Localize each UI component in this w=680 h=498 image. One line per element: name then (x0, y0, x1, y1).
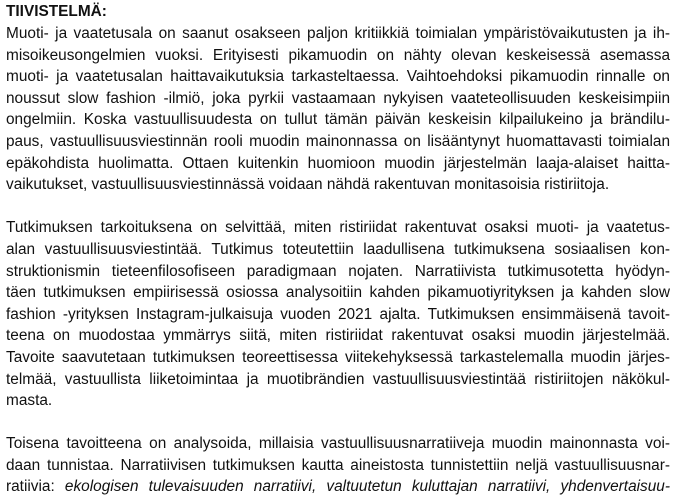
narrative-list-italic: ekologisen tulevaisuuden narratiivi, valtuutetun kuluttajan narratiivi, yhdenvertaisuu- (64, 478, 670, 496)
paragraph-line: struktionismin tieteenfilosofiseen paradigmaan nojaten. Narratiivista tutkimusotetta hyödyn- (6, 262, 670, 280)
paragraph-line: ongelmiin. Koska vastuullisuudesta on tullut tämän päivän keskeisin kilpailukeino ja brändilu- (6, 111, 670, 129)
paragraph-line-final (6, 476, 670, 498)
paragraph-line: noussut slow fashion -ilmiö, joka pyrkii vastaamaan nykyisen vaateteollisuuden keskeisimpiin (6, 89, 670, 107)
paragraph-1 (6, 23, 670, 196)
paragraph-line: Tutkimuksen tarkoituksena on selvittää, miten ristiriidat rakentuvat osaksi muoti- ja vaatetus- (6, 219, 670, 237)
paragraph-spacer (6, 196, 670, 218)
paragraph-line: fashion -yrityksen Instagram-julkaisuja vuoden 2021 ajalta. Tutkimuksen ensimmäisenä tavoit- (6, 305, 670, 323)
narrative-lead-text: ratiivia: (6, 478, 65, 496)
paragraph-2 (6, 217, 670, 411)
paragraph-line: vaikutukset, vastuullisuusviestinnässä voidaan nähdä rakentuvan monitasoisia ristiriitoja. (6, 176, 610, 194)
paragraph-line: muoti- ja vaatetusalan haittavaikutuksia tarkasteltaessa. Vaihtoehdoksi pikamuodin rinnalle on (6, 68, 670, 86)
paragraph-line: Tavoite saavutetaan tutkimuksen teoreettisessa viitekehyksessä tarkastelemalla muodin järjes- (6, 348, 670, 366)
document-page (6, 0, 670, 498)
paragraph-line: alan vastuullisuusviestintää. Tutkimus toteutettiin laadullisena tutkimuksena sosiaalisen kon- (6, 240, 670, 258)
paragraph-line: paus, vastuullisuusviestinnän rooli muodin mainonnassa on lisääntynyt huomattavasti toimialan (6, 132, 670, 150)
paragraph-line: telmää, vastuullista liiketoimintaa ja muotibrändien vastuullisuusviestintää ristiriitojen näkökul- (6, 370, 670, 388)
paragraph-spacer (6, 412, 670, 434)
paragraph-line: Toisena tavoitteena on analysoida, millaisia vastuullisuusnarratiiveja muodin mainonnasta voi- (6, 435, 670, 453)
paragraph-3 (6, 433, 670, 498)
paragraph-line: teena on muodostaa ymmärrys siitä, miten ristiriidat rakentuvat osaksi muodin järjestelmää. (6, 327, 670, 345)
paragraph-line: daan tunnistaa. Narratiivisen tutkimuksen kautta aineistosta tunnistettiin neljä vastuullisuusnar- (6, 456, 670, 474)
paragraph-line: masta. (6, 392, 53, 410)
paragraph-line: epäkohdista huolimatta. Ottaen kuitenkin huomioon muodin järjestelmän laaja-alaiset haitta- (6, 154, 670, 172)
paragraph-line: täen tutkimuksen empiirisessä osiossa analysoitiin kahden pikamuotiyrityksen ja kahden slow (6, 284, 670, 302)
abstract-heading: TIIVISTELMÄ: (6, 3, 107, 20)
paragraph-line: Muoti- ja vaatetusala on saanut osakseen paljon kritiikkiä toimialan ympäristövaikutusten ja ih- (6, 25, 670, 42)
paragraph-line: misoikeusongelmien vuoksi. Erityisesti pikamuodin on nähty olevan keskeisessä asemassa (6, 46, 670, 64)
